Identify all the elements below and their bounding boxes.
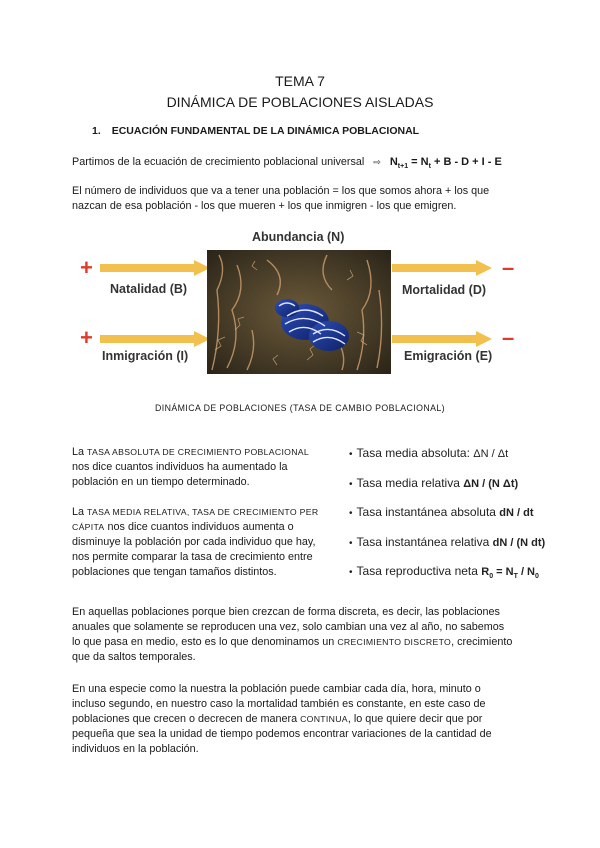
bullet-icon: • <box>349 567 353 578</box>
rate-item: • Tasa media relativa ΔN / (N Δt) <box>349 476 519 490</box>
paragraph-continuous: En una especie como la nuestra la población puede cambiar cada día, hora, minuto o incluso segundo, en nuestro caso la mortalidad también es constante, en este caso de poblaciones que crecen o decrecen de manera CONTINUA, lo que quiere decir que por pequeña que sea la unidad de tiempo podemos encontrar variaciones de la cantidad de individuos en la población. <box>72 683 492 755</box>
minus-sign: – <box>502 325 515 350</box>
natalidad-arrow-icon <box>100 260 210 276</box>
arrow-icon: ⇨ <box>373 157 381 167</box>
rate-item: • Tasa media absoluta: ΔN / Δt <box>349 446 509 460</box>
abundance-label: Abundancia (N) <box>252 230 345 244</box>
bullet-icon: • <box>349 508 353 519</box>
paragraph-discrete: En aquellas poblaciones porque bien crezcan de forma discreta, es decir, las poblaciones anuales que solamente se reproducen una vez, solo cambian una vez al año, no sabemos lo que pasa en medio, esto es lo que denominamos un CRECIMIENTO DISCRETO, crecimiento que da saltos temporales. <box>72 606 513 663</box>
page-title: TEMA 7 <box>275 73 325 89</box>
section-number: 1. <box>92 125 101 137</box>
bullet-icon: • <box>349 538 353 549</box>
section-title: ECUACIÓN FUNDAMENTAL DE LA DINÁMICA POBLACIONAL <box>111 125 420 137</box>
emigracion-label: Emigración (E) <box>404 349 493 363</box>
equation-line <box>72 155 502 174</box>
bullet-icon: • <box>349 479 353 490</box>
inmigracion-arrow-icon <box>100 331 210 347</box>
plus-sign: + <box>80 255 93 280</box>
bullet-icon: • <box>349 449 353 460</box>
mortalidad-label: Mortalidad (D) <box>402 283 487 297</box>
page-subtitle: DINÁMICA DE POBLACIONES AISLADAS <box>166 94 434 110</box>
minus-sign: – <box>502 255 515 280</box>
equation-intro-text: Partimos de la ecuación de crecimiento poblacional universal <box>72 156 365 168</box>
rate-item: • Tasa instantánea absoluta dN / dt <box>349 505 534 519</box>
nudibranch-photo <box>207 250 391 374</box>
rate-item: • Tasa instantánea relativa dN / (N dt) <box>349 535 546 549</box>
section-heading <box>92 125 419 137</box>
natalidad-label: Natalidad (B) <box>110 282 188 296</box>
paragraph-intro: El número de individuos que va a tener una población = los que somos ahora + los que nazcan de esa población - los que mueren + los que inmigren - los que emigren. <box>72 185 490 212</box>
mortalidad-arrow-icon <box>392 260 492 276</box>
relative-rate-text: La TASA MEDIA RELATIVA, TASA DE CRECIMIENTO PER CÁPITA nos dice cuantos individuos aumenta o disminuye la población por cada individuo que hay, nos permite comparar la tasa de crecimiento entre poblaciones que tengan tamaños distintos. <box>72 506 319 578</box>
equation: $N_{t+1} = N_t + B - D + I - E$ <box>389 156 502 171</box>
population-diagram <box>0 228 600 388</box>
diagram-caption: DINÁMICA DE POBLACIONES (TASA DE CAMBIO POBLACIONAL) <box>155 403 445 413</box>
rate-item: • Tasa reproductiva neta $R_0 = N_T / N_0$ <box>349 564 539 581</box>
emigracion-arrow-icon <box>392 331 492 347</box>
absolute-rate-text: La TASA ABSOLUTA DE CRECIMIENTO POBLACIONAL nos dice cuantos individuos ha aumentado la población en un tiempo determinado. <box>72 446 310 488</box>
plus-sign: + <box>80 325 93 350</box>
inmigracion-label: Inmigración (I) <box>102 349 189 363</box>
